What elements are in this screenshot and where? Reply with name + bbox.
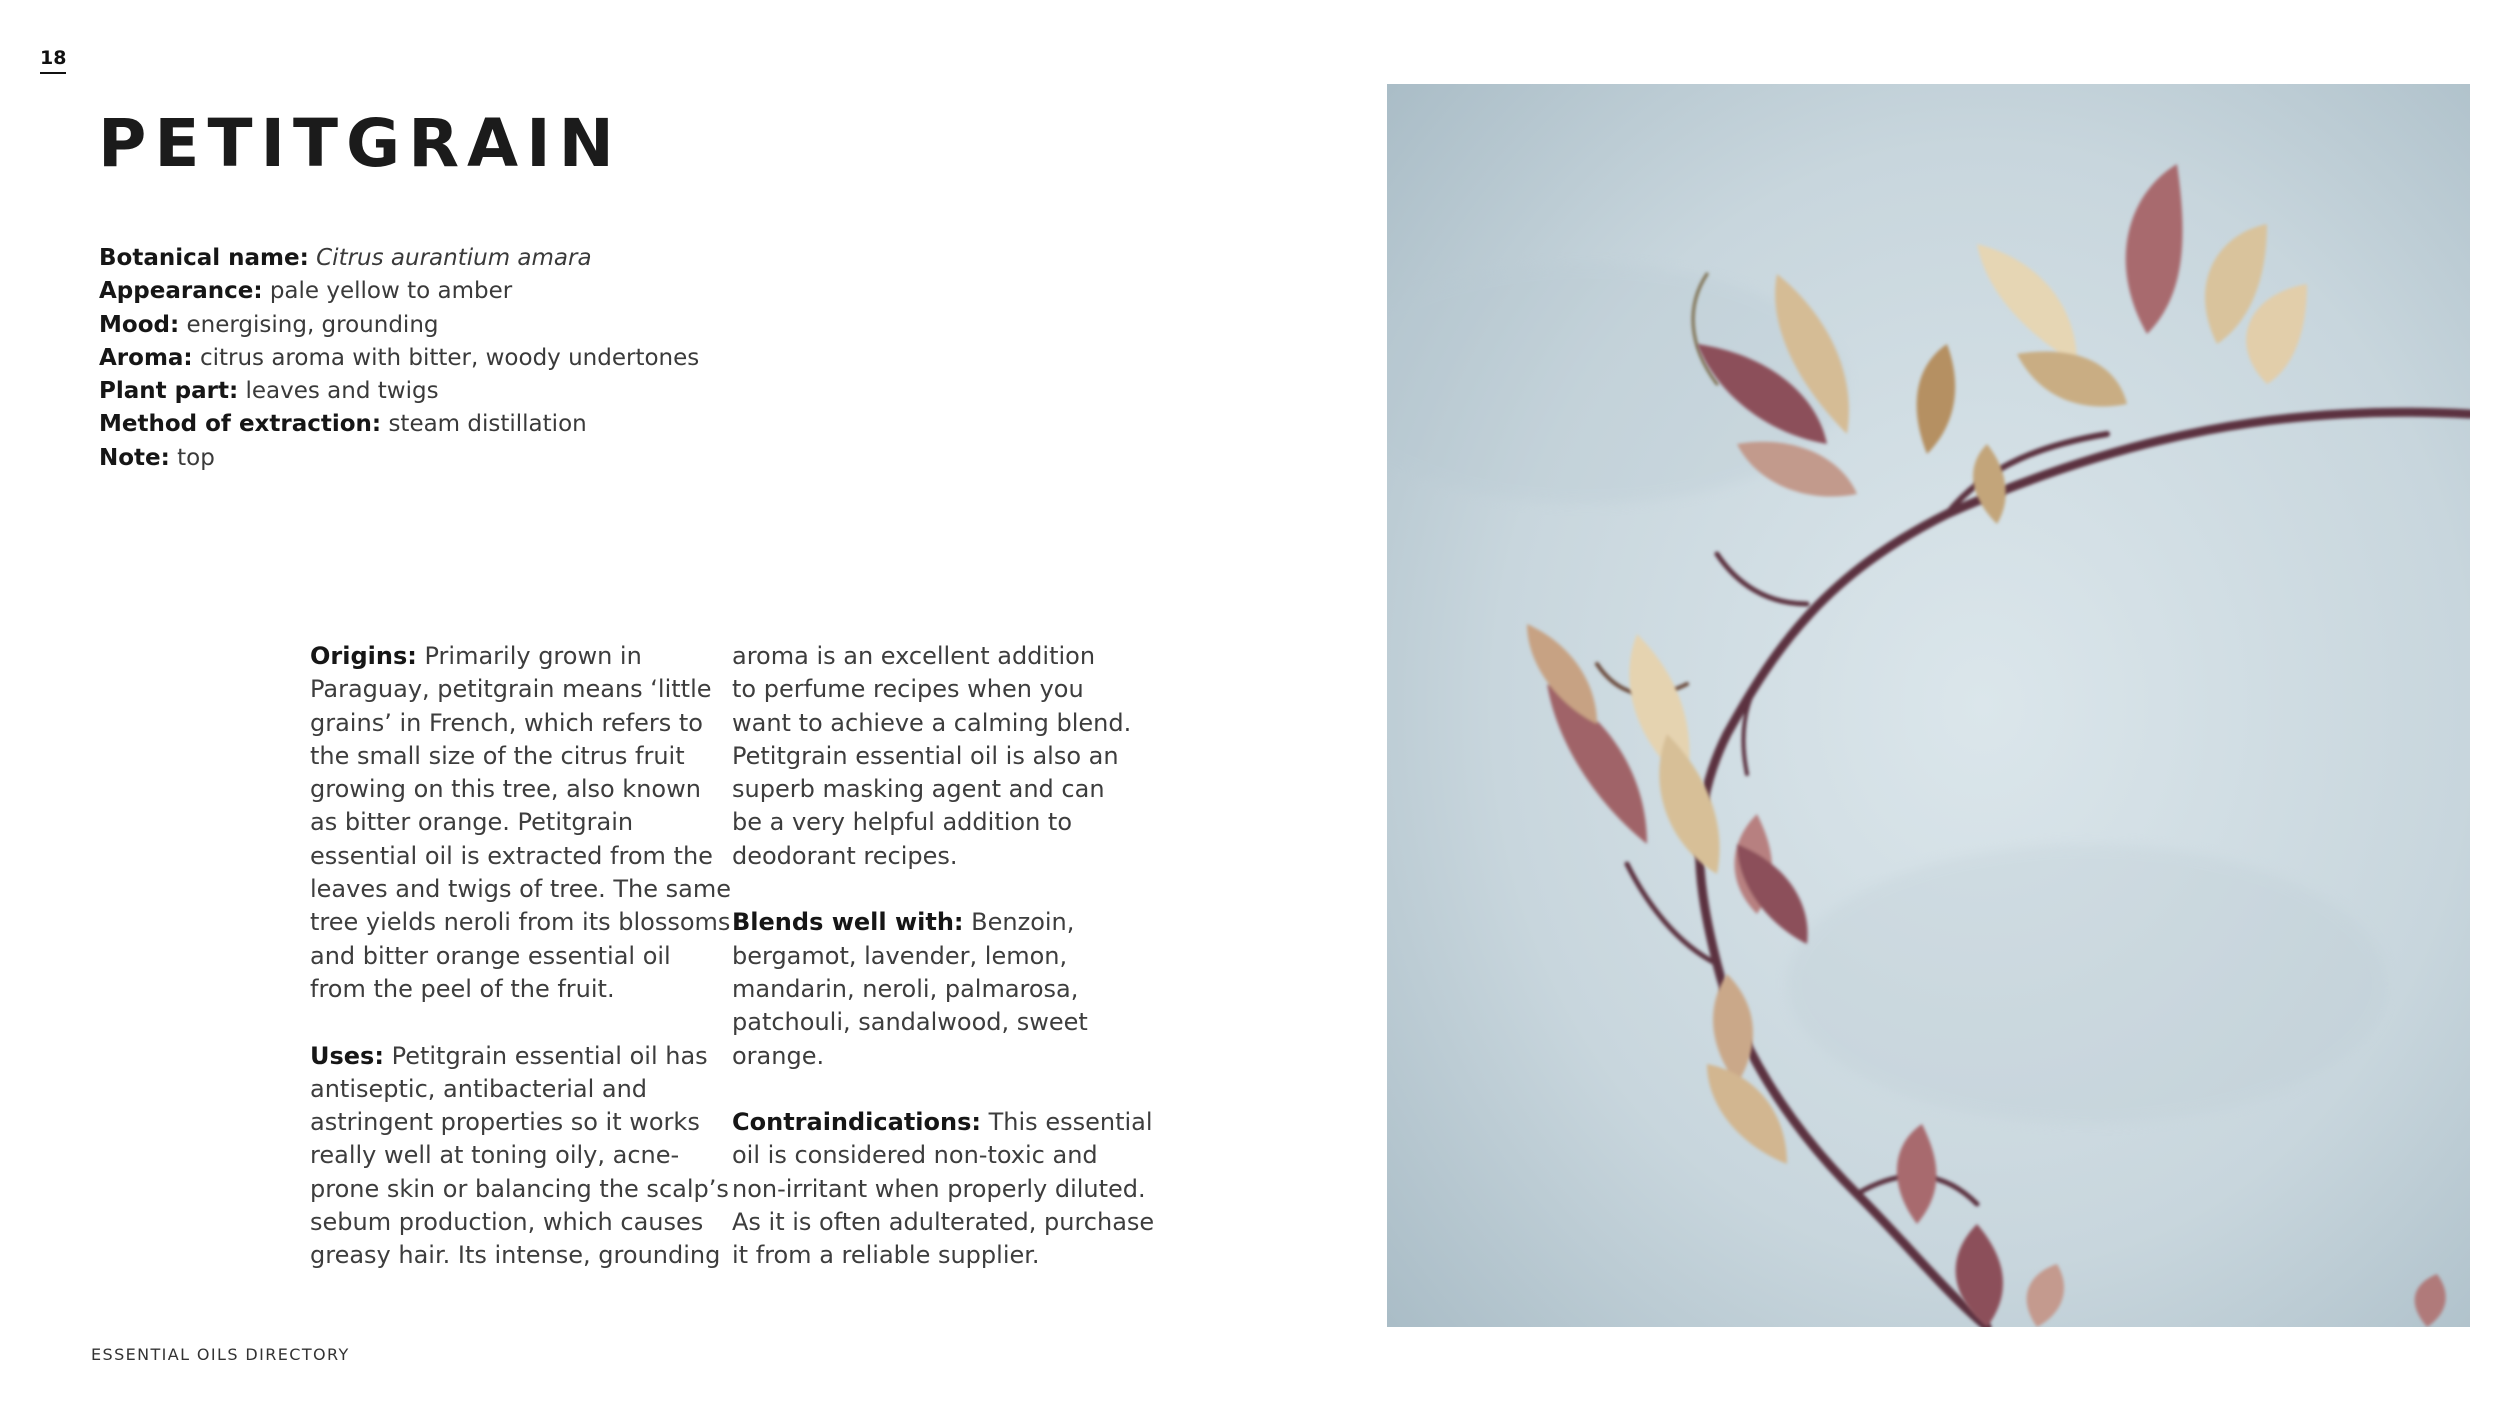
uses-label: Uses: bbox=[310, 1041, 384, 1070]
text-line: essential oil is extracted from the bbox=[310, 841, 713, 870]
fact-label: Appearance: bbox=[99, 278, 263, 305]
fact-label: Plant part: bbox=[99, 378, 239, 405]
dried-leaf-branch-illustration bbox=[1387, 84, 2470, 1327]
text-line: to perfume recipes when you bbox=[732, 675, 1084, 704]
text-line: deodorant recipes. bbox=[732, 841, 958, 870]
text-line: astringent properties so it works bbox=[310, 1108, 700, 1137]
fact-list bbox=[99, 242, 699, 475]
text-line: leaves and twigs of tree. The same bbox=[310, 875, 732, 904]
footer-section-title: ESSENTIAL OILS DIRECTORY bbox=[91, 1345, 350, 1364]
paragraph-gap bbox=[732, 1073, 1142, 1106]
fact-aroma bbox=[99, 342, 699, 375]
text-line: it from a reliable supplier. bbox=[732, 1241, 1040, 1270]
text-line: growing on this tree, also known bbox=[310, 775, 701, 804]
origins-label: Origins: bbox=[310, 642, 417, 670]
fact-value: steam distillation bbox=[388, 411, 587, 438]
body-column-left bbox=[310, 640, 732, 1273]
text-line: as bitter orange. Petitgrain bbox=[310, 808, 634, 837]
fact-label: Botanical name: bbox=[99, 245, 309, 271]
fact-label: Mood: bbox=[99, 311, 180, 338]
text-line: mandarin, neroli, palmarosa, bbox=[732, 974, 1079, 1003]
text-line: patchouli, sandalwood, sweet bbox=[732, 1008, 1088, 1037]
body-column-right bbox=[732, 640, 1155, 1273]
fact-label: Aroma: bbox=[99, 344, 193, 371]
text-line: be a very helpful addition to bbox=[732, 808, 1073, 837]
text-line: aroma is an excellent addition bbox=[732, 642, 1096, 670]
fact-method-of-extraction bbox=[99, 408, 699, 441]
fact-value: pale yellow to amber bbox=[269, 278, 513, 305]
text-line: Origins: Primarily grown in bbox=[310, 642, 642, 670]
fact-value: citrus aroma with bitter, woody undertones bbox=[199, 344, 700, 371]
fact-note bbox=[99, 442, 699, 475]
text-line: want to achieve a calming blend. bbox=[732, 708, 1132, 737]
page-title: PETITGRAIN bbox=[98, 105, 622, 182]
text-line: Uses: Petitgrain essential oil has bbox=[310, 1041, 708, 1070]
page-number: 18 bbox=[40, 49, 66, 74]
paragraph-gap bbox=[310, 1006, 715, 1039]
text-line: prone skin or balancing the scalp’s bbox=[310, 1174, 729, 1203]
text-line: As it is often adulterated, purchase bbox=[732, 1208, 1155, 1237]
text-line: non-irritant when properly diluted. bbox=[732, 1174, 1146, 1203]
contraindications-label: Contraindications: bbox=[732, 1108, 981, 1137]
fact-value: energising, grounding bbox=[186, 311, 439, 338]
blends-label: Blends well with: bbox=[732, 908, 964, 937]
text-line: greasy hair. Its intense, grounding bbox=[310, 1241, 721, 1270]
text-line: Paraguay, petitgrain means ‘little bbox=[310, 675, 712, 704]
paragraph-gap bbox=[732, 873, 1142, 906]
text-line: orange. bbox=[732, 1041, 825, 1070]
petitgrain-photo bbox=[1387, 84, 2470, 1327]
text-line: Petitgrain essential oil is also an bbox=[732, 741, 1119, 770]
text-line: grains’ in French, which refers to bbox=[310, 708, 703, 737]
fact-label: Method of extraction: bbox=[99, 411, 382, 438]
fact-value: Citrus aurantium amara bbox=[316, 245, 592, 271]
fact-label: Note: bbox=[99, 444, 170, 471]
text-line: and bitter orange essential oil bbox=[310, 941, 671, 970]
text-line: oil is considered non-toxic and bbox=[732, 1141, 1098, 1170]
text-line: bergamot, lavender, lemon, bbox=[732, 941, 1068, 970]
text-line: superb masking agent and can bbox=[732, 775, 1105, 804]
text-line: sebum production, which causes bbox=[310, 1208, 704, 1237]
fact-appearance bbox=[99, 275, 699, 308]
text-line: Contraindications: This essential bbox=[732, 1108, 1153, 1137]
fact-plant-part bbox=[99, 375, 699, 408]
fact-mood bbox=[99, 309, 699, 342]
fact-value: top bbox=[177, 444, 215, 471]
fact-value: leaves and twigs bbox=[245, 378, 439, 405]
text-line: really well at toning oily, acne- bbox=[310, 1141, 680, 1170]
text-line: the small size of the citrus fruit bbox=[310, 741, 685, 770]
text-line: from the peel of the fruit. bbox=[310, 974, 615, 1003]
text-line: Blends well with: Benzoin, bbox=[732, 908, 1075, 937]
text-line: antiseptic, antibacterial and bbox=[310, 1074, 648, 1103]
text-line: tree yields neroli from its blossoms bbox=[310, 908, 731, 937]
fact-botanical-name bbox=[99, 242, 699, 275]
